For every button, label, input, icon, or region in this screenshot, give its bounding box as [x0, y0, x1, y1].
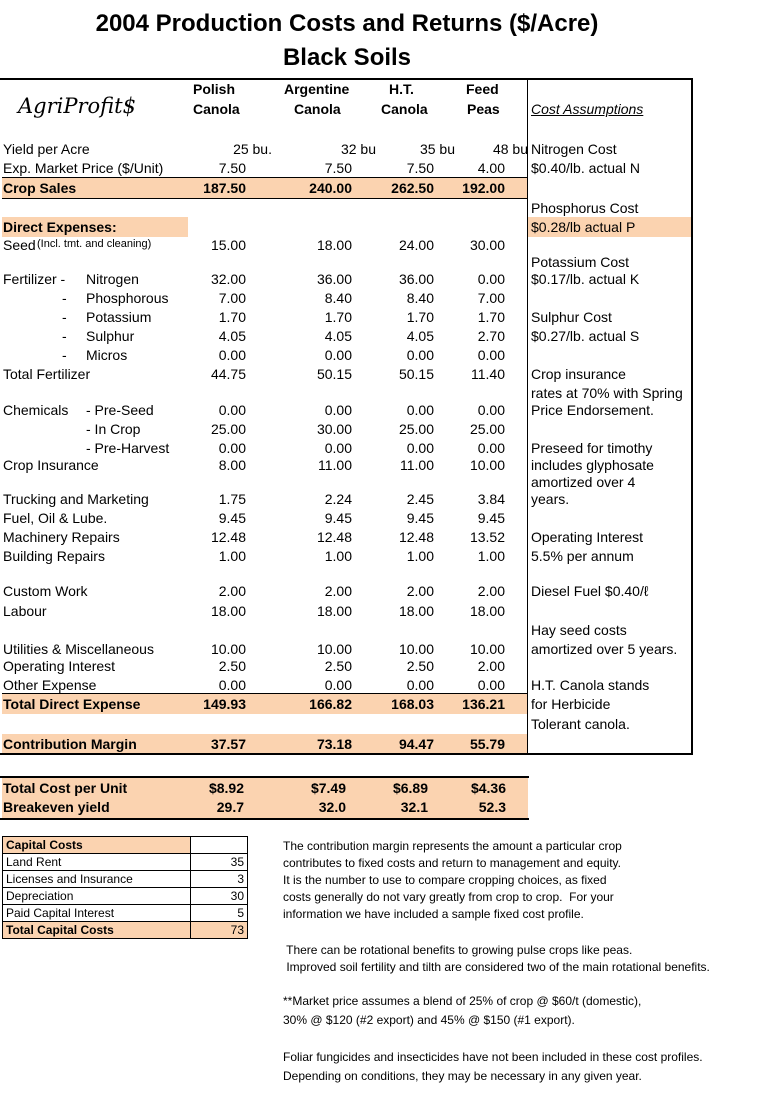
- row-value: 18.00: [210, 603, 246, 619]
- row-label: Custom Work: [3, 583, 88, 599]
- row-sublabel: Phosphorous: [86, 290, 169, 306]
- note-line: **Market price assumes a blend of 25% of crop @ $60/t (domestic),: [283, 994, 642, 1008]
- capital-total-value: 73: [191, 922, 248, 939]
- page-subtitle: Black Soils: [282, 44, 412, 71]
- unit-row-value: 32.1: [400, 799, 428, 815]
- row-label: -: [62, 347, 67, 363]
- rule: [2, 198, 528, 199]
- row-value: 192.00: [462, 180, 505, 196]
- assumption-line: Operating Interest: [531, 529, 644, 545]
- row-label: Utilities & Miscellaneous: [3, 641, 154, 657]
- row-value: 0.00: [477, 271, 505, 287]
- row-label: Yield per Acre: [3, 141, 90, 157]
- row-value: 30.00: [316, 421, 352, 437]
- row-value: 2.45: [406, 491, 434, 507]
- row-value: 18.00: [316, 237, 352, 253]
- row-value: 2.00: [218, 583, 246, 599]
- row-label: Chemicals: [3, 402, 69, 418]
- row-value: 0.00: [406, 402, 434, 418]
- row-value: 0.00: [324, 347, 352, 363]
- assumption-line: Potassium Cost: [531, 254, 630, 270]
- row-value: 2.24: [324, 491, 352, 507]
- row-label-note: (Incl. tmt. and cleaning): [37, 238, 152, 250]
- row-sublabel: - Pre-Harvest: [86, 440, 170, 456]
- capital-item-label: Depreciation: [3, 888, 191, 905]
- row-value: 30.00: [469, 237, 505, 253]
- row-label: Fertilizer -: [3, 271, 66, 287]
- capital-costs-header: Capital Costs: [3, 837, 191, 854]
- col-header: Peas: [467, 101, 500, 117]
- row-value: 18.00: [398, 603, 434, 619]
- row-label: Labour: [3, 603, 47, 619]
- note-line: Depending on conditions, they may be necessary in any given year.: [283, 1069, 642, 1083]
- assumption-line: Nitrogen Cost: [531, 141, 617, 157]
- row-value: 18.00: [316, 603, 352, 619]
- row-value: 168.03: [391, 696, 434, 712]
- row-value: 50.15: [316, 366, 352, 382]
- row-label: Total Direct Expense: [3, 696, 141, 712]
- assumption-line: $0.40/lb. actual N: [531, 160, 640, 176]
- row-value: 262.50: [391, 180, 434, 196]
- row-value: 12.48: [398, 529, 434, 545]
- row-value: 8.00: [218, 457, 246, 473]
- row-value: 0.00: [218, 402, 246, 418]
- row-value: 32 bu: [340, 141, 376, 157]
- row-value: 25 bu.: [233, 141, 272, 157]
- capital-costs-header-blank: [191, 837, 248, 854]
- row-sublabel: - In Crop: [86, 421, 141, 437]
- row-label: Seed: [3, 237, 36, 253]
- assumption-line: amortized over 4: [531, 474, 636, 490]
- row-value: 10.00: [469, 457, 505, 473]
- row-sublabel: - Pre-Seed: [86, 402, 154, 418]
- col-header: Canola: [381, 101, 428, 117]
- row-value: 149.93: [203, 696, 246, 712]
- assumption-line: 5.5% per annum: [531, 548, 634, 564]
- row-value: 2.50: [406, 658, 434, 674]
- row-value: 24.00: [398, 237, 434, 253]
- row-value: 9.45: [324, 510, 352, 526]
- row-value: 12.48: [210, 529, 246, 545]
- row-value: 0.00: [406, 677, 434, 693]
- row-value: 1.70: [324, 309, 352, 325]
- table-top-rule: [0, 78, 693, 80]
- row-label: -: [62, 309, 67, 325]
- row-value: 1.00: [406, 548, 434, 564]
- row-value: 11.00: [400, 457, 434, 473]
- assumption-line: Tolerant canola.: [531, 716, 630, 732]
- row-value: 2.00: [406, 583, 434, 599]
- row-label: Contribution Margin: [3, 736, 137, 752]
- capital-item-value: 3: [191, 871, 248, 888]
- row-label: Fuel, Oil & Lube.: [3, 510, 108, 526]
- assumption-line: Hay seed costs: [531, 622, 627, 638]
- assumptions-divider: [527, 78, 528, 754]
- row-value: 4.05: [218, 328, 246, 344]
- rule: [0, 776, 529, 778]
- row-label: Direct Expenses:: [3, 219, 117, 235]
- assumption-line: Sulphur Cost: [531, 309, 612, 325]
- row-label: Exp. Market Price ($/Unit): [3, 160, 164, 176]
- note-line: contributes to fixed costs and return to management and equity.: [283, 856, 621, 870]
- row-label: Crop Sales: [3, 180, 77, 196]
- row-value: 8.40: [406, 290, 434, 306]
- row-sublabel: Potassium: [86, 309, 152, 325]
- unit-row-label: Breakeven yield: [3, 799, 110, 815]
- row-value: 10.00: [469, 641, 505, 657]
- assumption-line: $0.17/lb. actual K: [531, 271, 640, 287]
- row-value: 25.00: [210, 421, 246, 437]
- row-value: 2.50: [324, 658, 352, 674]
- row-value: 35 bu: [419, 141, 455, 157]
- row-label: Building Repairs: [3, 548, 105, 564]
- capital-costs-table: [2, 836, 248, 939]
- row-value: 166.82: [309, 696, 352, 712]
- unit-row-value: 52.3: [478, 799, 506, 815]
- row-value: 48 bu: [492, 141, 528, 157]
- row-value: 10.00: [398, 641, 434, 657]
- assumption-line: H.T. Canola stands: [531, 677, 650, 693]
- assumption-line: for Herbicide: [531, 696, 611, 712]
- row-value: 0.00: [477, 440, 505, 456]
- col-header: Canola: [294, 101, 341, 117]
- row-label: Total Fertilizer: [3, 366, 91, 382]
- row-value: 2.00: [324, 583, 352, 599]
- row-value: 0.00: [477, 402, 505, 418]
- row-value: 7.50: [218, 160, 246, 176]
- note-line: The contribution margin represents the amount a particular crop: [283, 839, 622, 853]
- col-header: Argentine: [284, 81, 350, 97]
- row-value: 9.45: [406, 510, 434, 526]
- row-value: 187.50: [203, 180, 246, 196]
- row-value: 1.70: [477, 309, 505, 325]
- row-label: Operating Interest: [3, 658, 116, 674]
- row-value: 44.75: [210, 366, 246, 382]
- note-line: Foliar fungicides and insecticides have not been included in these cost profiles.: [283, 1050, 703, 1064]
- row-value: 0.00: [477, 347, 505, 363]
- page-title: 2004 Production Costs and Returns ($/Acre): [95, 10, 599, 37]
- capital-item-label: Licenses and Insurance: [3, 871, 191, 888]
- assumption-line: Phosphorus Cost: [531, 200, 639, 216]
- assumption-line: Preseed for timothy: [531, 440, 653, 456]
- row-value: 8.40: [324, 290, 352, 306]
- row-value: 2.00: [477, 658, 505, 674]
- assumption-line: years.: [531, 491, 570, 507]
- note-line: 30% @ $120 (#2 export) and 45% @ $150 (#1 export).: [283, 1013, 575, 1027]
- row-value: 37.57: [210, 736, 246, 752]
- capital-item-label: Paid Capital Interest: [3, 905, 191, 922]
- capital-item-value: 30: [191, 888, 248, 905]
- unit-row-label: Total Cost per Unit: [3, 780, 128, 796]
- row-value: 18.00: [469, 603, 505, 619]
- row-value: 7.50: [324, 160, 352, 176]
- note-line: There can be rotational benefits to growing pulse crops like peas.: [283, 943, 633, 957]
- row-value: 1.00: [477, 548, 505, 564]
- unit-row-value: $8.92: [208, 780, 244, 796]
- assumption-line: includes glyphosate: [531, 457, 654, 473]
- rule: [2, 693, 528, 694]
- row-value: 55.79: [469, 736, 505, 752]
- row-value: 4.00: [477, 160, 505, 176]
- row-value: 0.00: [406, 347, 434, 363]
- row-value: 32.00: [210, 271, 246, 287]
- row-value: 10.00: [316, 641, 352, 657]
- assumption-line: Price Endorsement.: [531, 402, 654, 418]
- unit-row-value: $7.49: [310, 780, 346, 796]
- row-value: 1.00: [218, 548, 246, 564]
- row-value: 1.75: [218, 491, 246, 507]
- row-value: 0.00: [324, 402, 352, 418]
- row-value: 36.00: [316, 271, 352, 287]
- row-value: 0.00: [218, 440, 246, 456]
- row-value: 1.00: [324, 548, 352, 564]
- assumption-line: $0.27/lb. actual S: [531, 328, 640, 344]
- cost-assumptions-header: Cost Assumptions: [531, 101, 644, 117]
- assumption-line: Crop insurance: [531, 366, 626, 382]
- row-value: 0.00: [218, 347, 246, 363]
- col-header: H.T.: [389, 81, 414, 97]
- unit-row-value: 29.7: [216, 799, 244, 815]
- row-value: 10.00: [210, 641, 246, 657]
- row-value: 240.00: [309, 180, 352, 196]
- row-label: -: [62, 290, 67, 306]
- row-value: 94.47: [398, 736, 434, 752]
- row-value: 25.00: [469, 421, 505, 437]
- col-header: Canola: [193, 101, 240, 117]
- row-value: 0.00: [324, 677, 352, 693]
- note-line: costs generally do not vary greatly from crop to crop. For your: [283, 890, 614, 904]
- row-label: Trucking and Marketing: [3, 491, 149, 507]
- rule: [0, 818, 529, 820]
- rule: [2, 177, 528, 178]
- row-value: 12.48: [316, 529, 352, 545]
- note-line: Improved soil fertility and tilth are considered two of the main rotational benefits.: [283, 960, 710, 974]
- row-value: 9.45: [477, 510, 505, 526]
- row-value: 7.00: [218, 290, 246, 306]
- row-label: Machinery Repairs: [3, 529, 120, 545]
- table-bottom-rule: [0, 753, 693, 755]
- row-label: Crop Insurance: [3, 457, 99, 473]
- capital-item-value: 5: [191, 905, 248, 922]
- row-value: 7.50: [406, 160, 434, 176]
- row-value: 0.00: [218, 677, 246, 693]
- assumption-line: amortized over 5 years.: [531, 641, 678, 657]
- col-header: Polish: [193, 81, 236, 97]
- row-sublabel: Nitrogen: [86, 271, 139, 287]
- row-value: 11.00: [318, 457, 352, 473]
- row-value: 0.00: [406, 440, 434, 456]
- row-sublabel: Micros: [86, 347, 128, 363]
- row-value: 0.00: [324, 440, 352, 456]
- row-value: 13.52: [469, 529, 505, 545]
- unit-row-value: $4.36: [470, 780, 506, 796]
- row-value: 73.18: [316, 736, 352, 752]
- row-value: 4.05: [324, 328, 352, 344]
- row-value: 36.00: [398, 271, 434, 287]
- row-value: 7.00: [477, 290, 505, 306]
- assumption-line: $0.28/lb actual P: [531, 219, 636, 235]
- row-sublabel: Sulphur: [86, 328, 135, 344]
- col-header: Feed: [466, 81, 499, 97]
- row-value: 1.70: [218, 309, 246, 325]
- assumption-line: Diesel Fuel $0.40/ℓ: [531, 583, 649, 599]
- assumption-line: rates at 70% with Spring: [531, 385, 683, 401]
- row-label: Other Expense: [3, 677, 97, 693]
- row-value: 11.40: [471, 366, 505, 382]
- row-value: 50.15: [398, 366, 434, 382]
- row-value: 2.70: [477, 328, 505, 344]
- unit-row-value: 32.0: [318, 799, 346, 815]
- row-value: 25.00: [398, 421, 434, 437]
- row-value: 136.21: [462, 696, 505, 712]
- note-line: It is the number to use to compare cropping choices, as fixed: [283, 873, 607, 887]
- row-value: 9.45: [218, 510, 246, 526]
- row-value: 2.50: [218, 658, 246, 674]
- table-right-rule: [691, 78, 693, 755]
- row-value: 2.00: [477, 583, 505, 599]
- row-value: 3.84: [477, 491, 505, 507]
- note-line: information we have included a sample fixed cost profile.: [283, 907, 584, 921]
- row-label: -: [62, 328, 67, 344]
- agriprofit-logo: AgriProfit$: [18, 94, 136, 118]
- capital-item-label: Land Rent: [3, 854, 191, 871]
- row-value: 15.00: [210, 237, 246, 253]
- capital-total-label: Total Capital Costs: [3, 922, 191, 939]
- capital-item-value: 35: [191, 854, 248, 871]
- row-value: 0.00: [477, 677, 505, 693]
- row-value: 4.05: [406, 328, 434, 344]
- unit-row-value: $6.89: [392, 780, 428, 796]
- row-value: 1.70: [406, 309, 434, 325]
